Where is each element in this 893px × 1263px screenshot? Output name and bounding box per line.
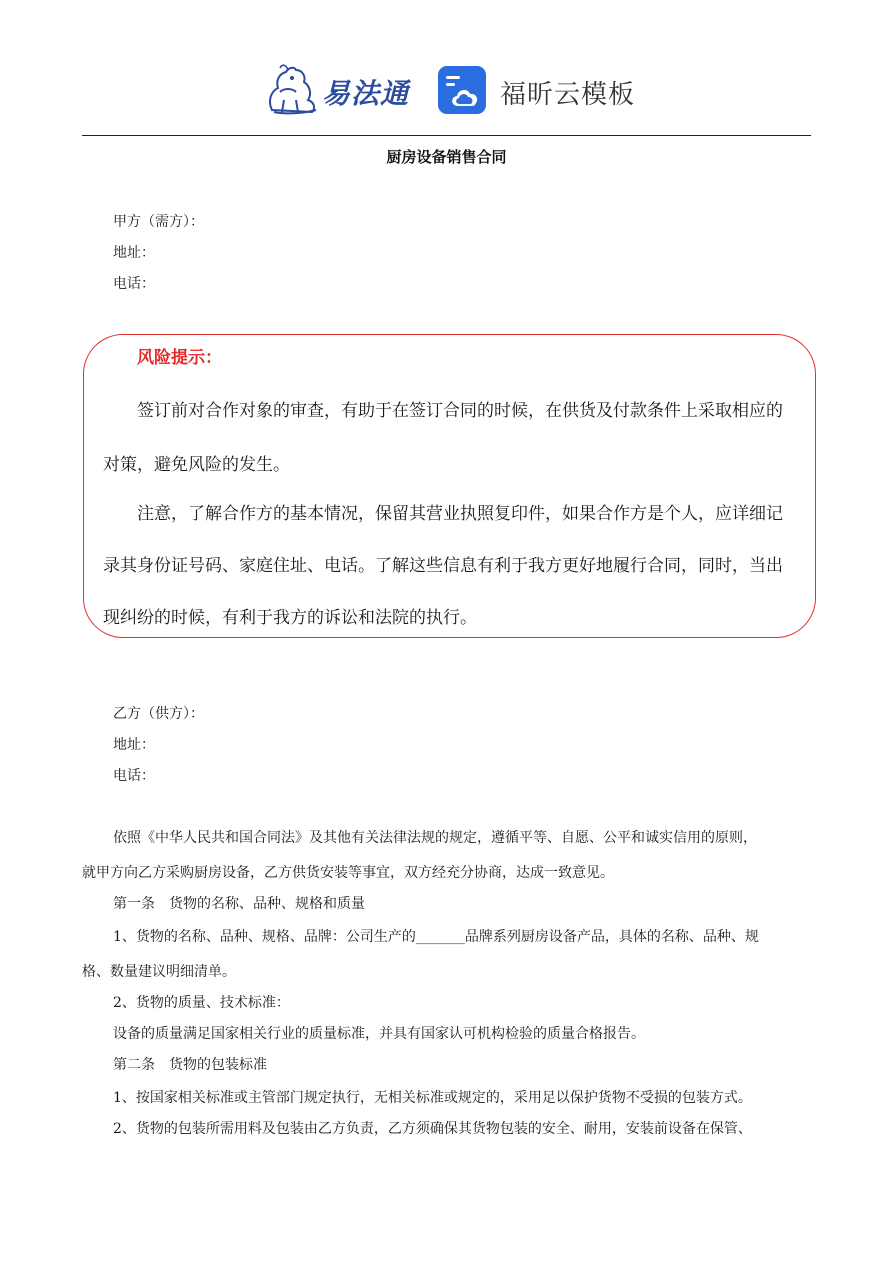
fuxin-template-logo <box>436 64 636 116</box>
body-paragraph-line: 依照《中华人民共和国合同法》及其他有关法律法规的规定，遵循平等、自愿、公平和诚实信用的原则， <box>113 830 757 846</box>
body-paragraph-line: 就甲方向乙方采购厨房设备，乙方供货安装等事宜，双方经充分协商，达成一致意见。 <box>82 865 614 881</box>
section-heading: 第二条 货物的包装标准 <box>113 1057 267 1073</box>
party-b-name-label: 乙方（供方）： <box>113 706 204 722</box>
body-paragraph-line: 1、按国家相关标准或主管部门规定执行，无相关标准或规定的，采用足以保护货物不受损的包装方式。 <box>113 1090 752 1106</box>
page-header <box>0 58 893 124</box>
body-paragraph-line: 格、数量建议明细清单。 <box>82 964 236 980</box>
risk-notice-line: 对策，避免风险的发生。 <box>103 455 290 475</box>
document-cloud-icon <box>436 64 488 116</box>
document-title: 厨房设备销售合同 <box>386 148 507 166</box>
party-a-phone-label: 电话： <box>113 276 155 292</box>
yifatong-logo <box>262 62 414 118</box>
logo1-text: 易法通 <box>322 77 410 110</box>
body-paragraph-line: 2、货物的质量、技术标准： <box>113 995 290 1011</box>
risk-notice-box <box>83 334 816 638</box>
header-divider <box>82 135 811 136</box>
risk-notice-line: 注意，了解合作方的基本情况，保留其营业执照复印件，如果合作方是个人，应详细记 <box>137 504 783 524</box>
party-a-name-label: 甲方（需方）： <box>113 214 204 230</box>
risk-notice-line: 签订前对合作对象的审查，有助于在签订合同的时候，在供货及付款条件上采取相应的 <box>137 401 783 421</box>
horse-emblem-icon <box>262 62 322 118</box>
risk-notice-line: 录其身份证号码、家庭住址、电话。了解这些信息有利于我方更好地履行合同，同时，当出 <box>103 556 783 576</box>
risk-notice-title: 风险提示： <box>137 348 222 368</box>
logo2-text: 福昕云模板 <box>500 80 636 110</box>
body-paragraph-line: 2、货物的包装所需用料及包装由乙方负责，乙方须确保其货物包装的安全、耐用，安装前设备在保管、 <box>113 1121 752 1137</box>
section-heading: 第一条 货物的名称、品种、规格和质量 <box>113 896 365 912</box>
body-paragraph-line: 设备的质量满足国家相关行业的质量标准，并具有国家认可机构检验的质量合格报告。 <box>113 1026 645 1042</box>
body-paragraph-line: 1、货物的名称、品种、规格、品牌：公司生产的_______品牌系列厨房设备产品，具体的名称、品种、规 <box>113 929 759 945</box>
party-a-address-label: 地址： <box>113 245 155 261</box>
party-b-phone-label: 电话： <box>113 768 155 784</box>
risk-notice-line: 现纠纷的时候，有利于我方的诉讼和法院的执行。 <box>103 608 477 628</box>
party-b-address-label: 地址： <box>113 737 155 753</box>
